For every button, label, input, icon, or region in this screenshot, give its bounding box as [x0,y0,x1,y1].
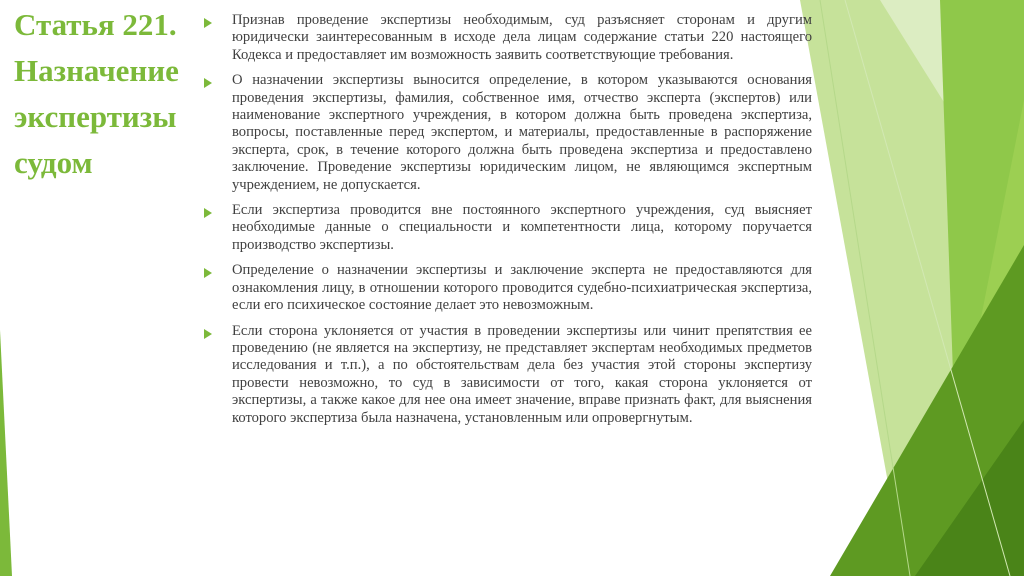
list-item [204,202,812,254]
title-line: Статья 221. [14,7,177,42]
bullet-text: Если сторона уклоняется от участия в проведении экспертизы или чинит препятствия ее проведению (не является на экспертизу, не представляет экспертам необходимых предметов исследования и т.п.), а по обстоятельствам дела без участия этой стороны экспертизу провести невозможно, то суд в зависимости от того, какая сторона уклоняется от экспертизы, а также какое для нее она имеет значение, вправе признать факт, для выяснения которого экспертиза была назначена, установленным или опровергнутым. [232,322,812,426]
triangle-bullet-icon [204,78,212,88]
title-line: Назначение [14,53,179,88]
list-item [204,72,812,194]
triangle-bullet-icon [204,268,212,278]
title-line: экспертизы [14,99,177,134]
bullet-text: Определение о назначении экспертизы и заключение эксперта не предоставляются для ознакомления лицу, в отношении которого проводится судебно-психиатрическая экспертиза, если его психическое состояние делает это невозможным. [232,262,812,314]
triangle-bullet-icon [204,18,212,28]
bullet-text: О назначении экспертизы выносится определение, в котором указываются основания проведения экспертизы, фамилия, собственное имя, отчество эксперта (экспертов) или наименование экспертного учреждения, в котором должна быть проведена экспертиза, вопросы, поставленные перед экспертом, и материалы, предоставленные в распоряжение эксперта, срок, в течение которого должна быть проведена экспертиза и предоставлено заключение. Проведение экспертизы юридическим лицом, не являющимся экспертным учреждением, не допускается. [232,72,812,193]
bullet-text: Если экспертиза проводится вне постоянного экспертного учреждения, суд выясняет необходимые данные о специальности и компетентности лица, которому поручается производство экспертизы. [232,202,812,253]
bullet-text: Признав проведение экспертизы необходимым, суд разъясняет сторонам и другим юридически заинтересованным в исходе дела лицам содержание статьи 220 настоящего Кодекса и предоставляет им возможность заявить соответствующие требования. [232,12,812,63]
triangle-bullet-icon [204,208,212,218]
list-item [204,323,812,427]
list-item [204,12,812,64]
list-item [204,262,812,314]
left-green-sliver [0,330,12,576]
triangle-bullet-icon [204,329,212,339]
title-line: судом [14,145,93,180]
bullet-list [204,12,812,435]
slide-title [14,2,204,186]
